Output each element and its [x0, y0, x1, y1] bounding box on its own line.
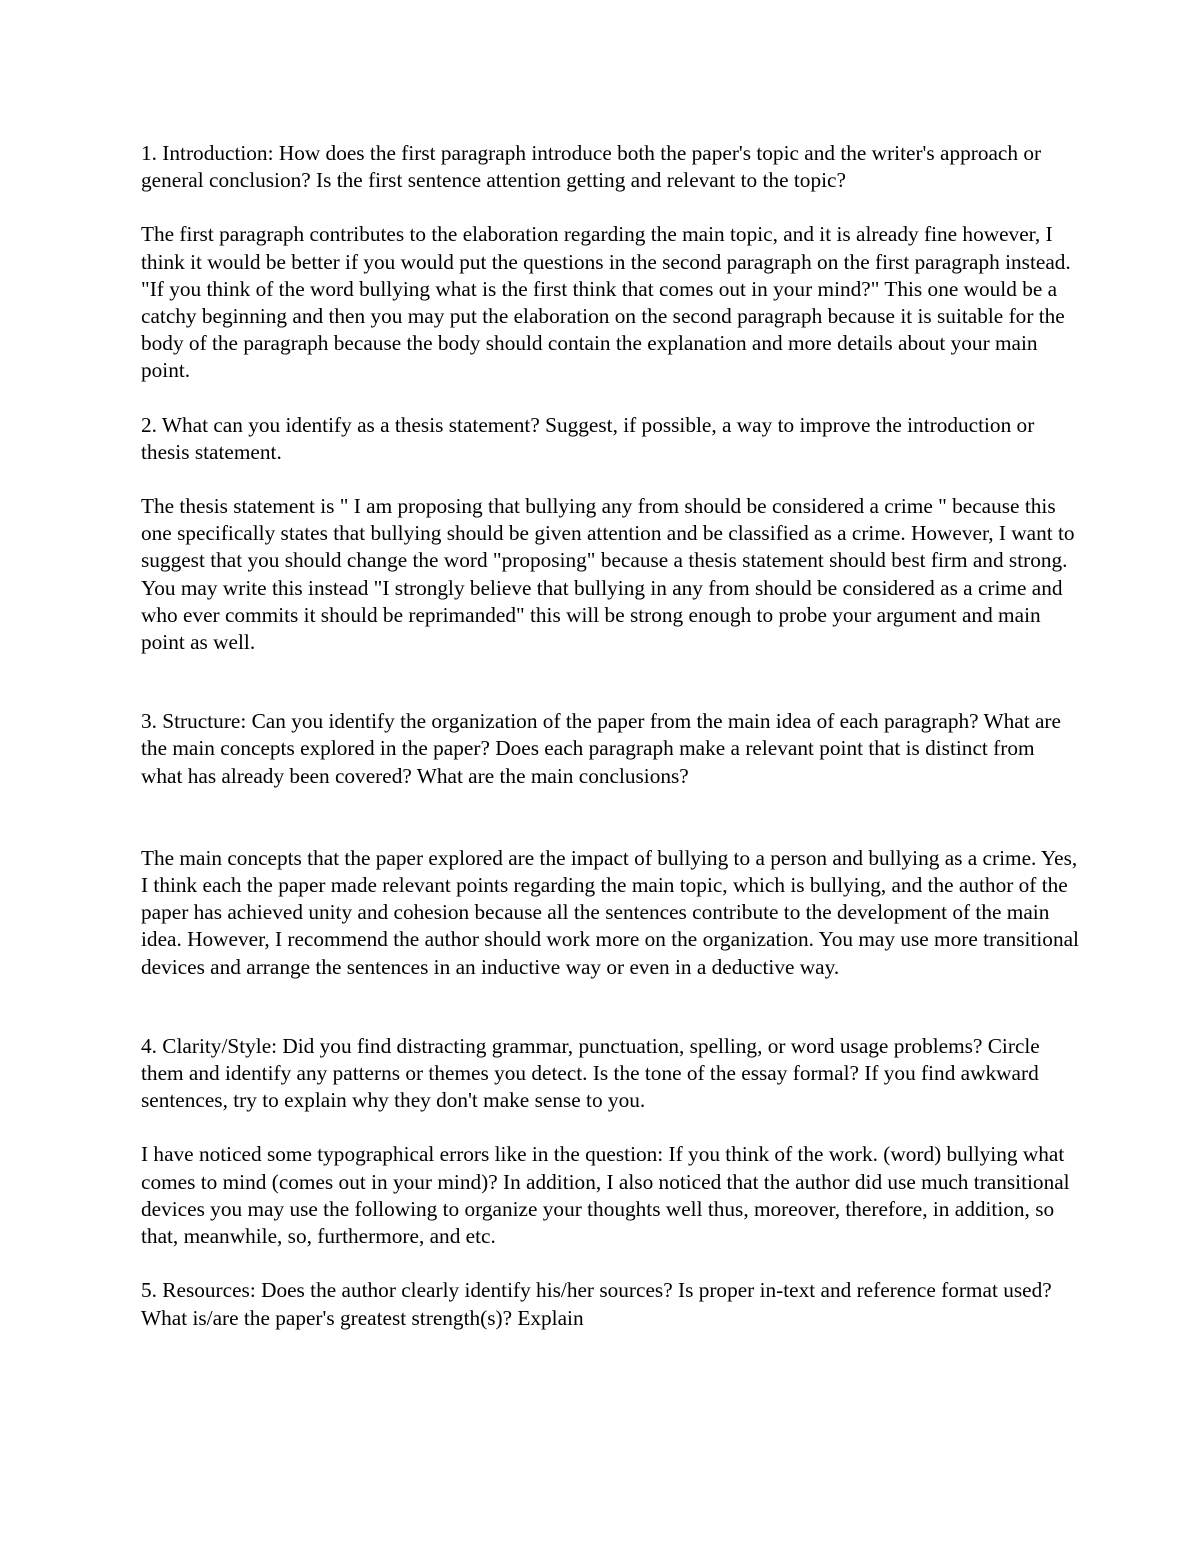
question-2: 2. What can you identify as a thesis statement? Suggest, if possible, a way to improve the introduction or thesis statement. [141, 412, 1035, 464]
answer-4: I have noticed some typographical errors like in the question: If you think of the work. (word) bullying what comes to mind (comes out in your mind)? In addition, I also noticed that the author did use much transitional devices you may use the following to organize your thoughts well thus, moreover, therefore, in addition, so that, meanwhile, so, furthermore, and etc. [141, 1142, 1070, 1249]
answer-1: The first paragraph contributes to the elaboration regarding the main topic, and it is already fine however, I think it would be better if you would put the questions in the second paragraph on the first paragraph instead. "If you think of the word bullying what is the first think that comes out in your mind?" This one would be a catchy beginning and then you may put the elaboration on the second paragraph because it is suitable for the body of the paragraph because the body should contain the explanation and more details about your main point. [141, 222, 1071, 383]
document-body [141, 140, 1081, 1332]
answer-2: The thesis statement is " I am proposing that bullying any from should be considered a crime " because this one specifically states that bullying should be given attention and be classified as a crime. However, I want to suggest that you should change the word "proposing" because a thesis statement should best firm and strong. You may write this instead "I strongly believe that bullying in any from should be considered as a crime and who ever commits it should be reprimanded" this will be strong enough to probe your argument and main point as well. [141, 494, 1075, 655]
question-5: 5. Resources: Does the author clearly identify his/her sources? Is proper in-text and reference format used? What is/are the paper's greatest strength(s)? Explain [141, 1278, 1052, 1330]
question-1: 1. Introduction: How does the first paragraph introduce both the paper's topic and the writer's approach or general conclusion? Is the first sentence attention getting and relevant to the topic? [141, 141, 1042, 193]
question-3: 3. Structure: Can you identify the organization of the paper from the main idea of each paragraph? What are the main concepts explored in the paper? Does each paragraph make a relevant point that is distinct from what has already been covered? What are the main conclusions? [141, 709, 1061, 788]
answer-3: The main concepts that the paper explored are the impact of bullying to a person and bullying as a crime. Yes, I think each the paper made relevant points regarding the main topic, which is bullying, and the author of the paper has achieved unity and cohesion because all the sentences contribute to the development of the main idea. However, I recommend the author should work more on the organization. You may use more transitional devices and arrange the sentences in an inductive way or even in a deductive way. [141, 845, 1079, 979]
question-4: 4. Clarity/Style: Did you find distracting grammar, punctuation, spelling, or word usage problems? Circle them and identify any patterns or themes you detect. Is the tone of the essay formal? If you find awkward sentences, try to explain why they don't make sense to you. [141, 1033, 1040, 1113]
